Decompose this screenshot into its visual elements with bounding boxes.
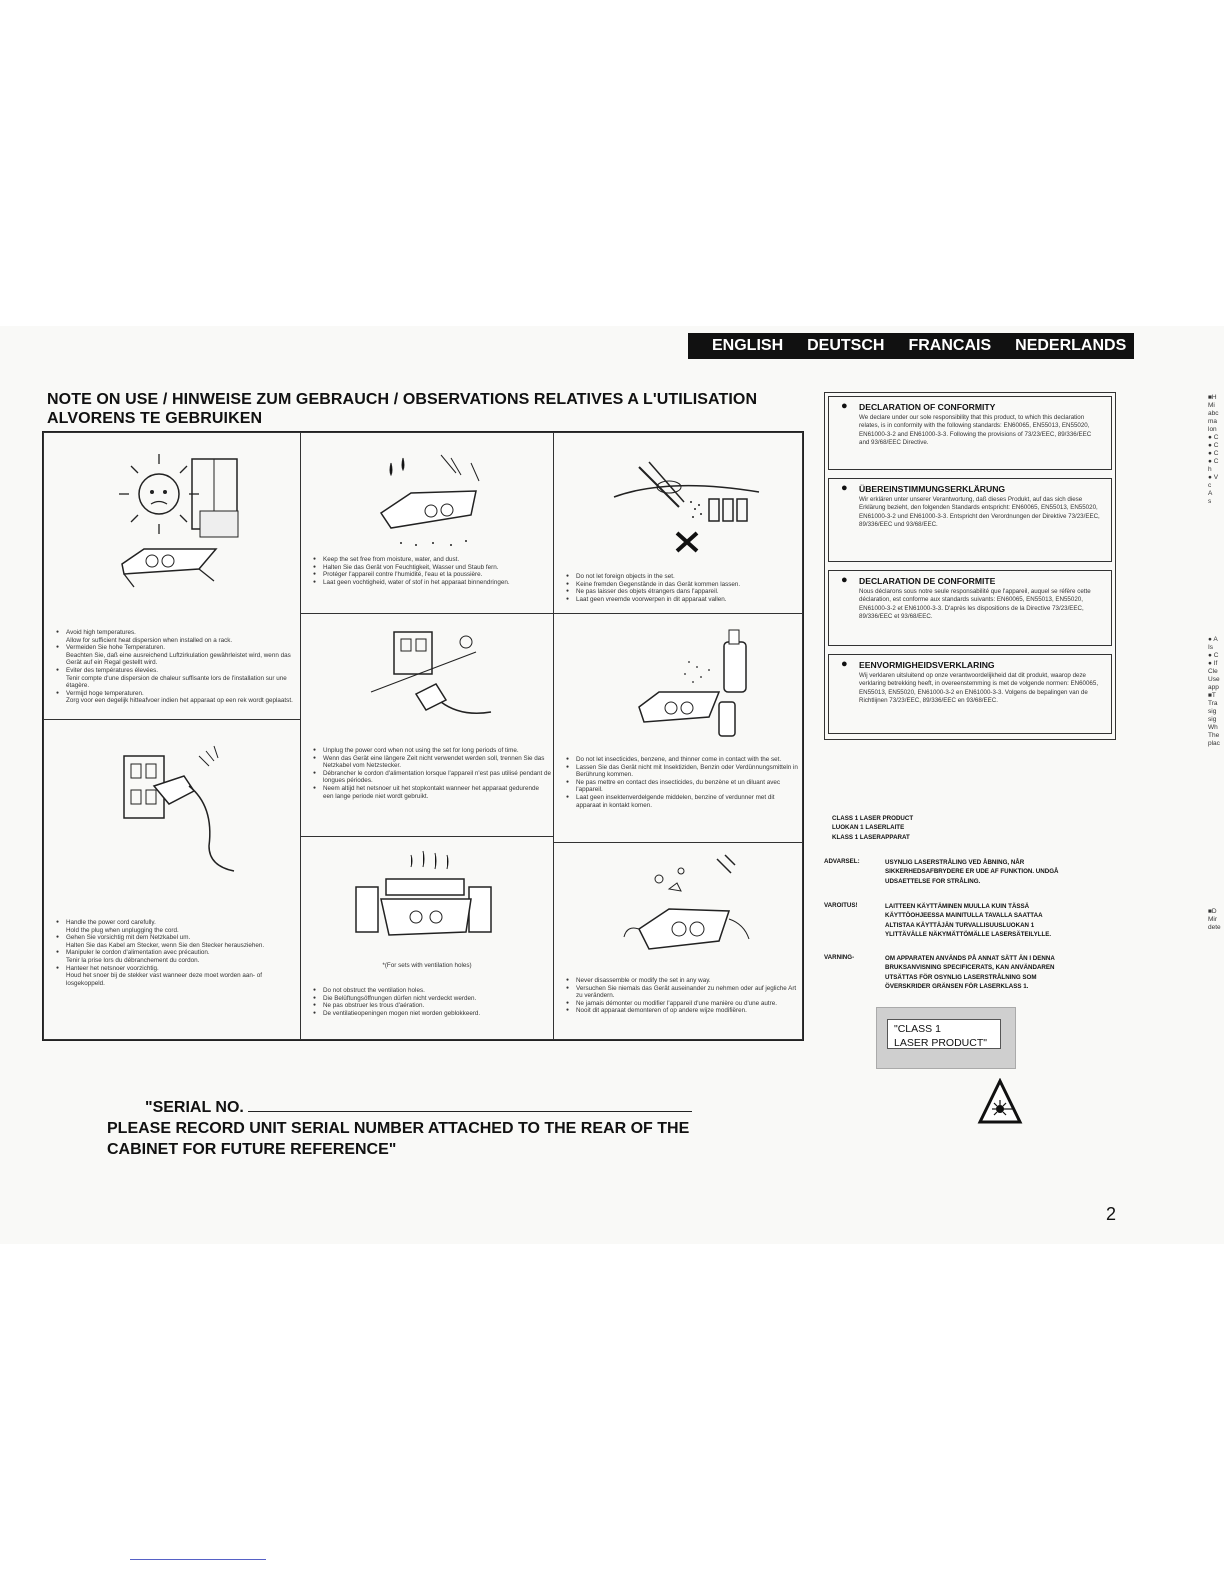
right-margin-fragment: Cle: [1208, 668, 1218, 675]
page-title: [47, 390, 787, 428]
laser-class-sv: KLASS 1 LASERAPPARAT: [832, 833, 910, 841]
cell-disassemble: [553, 842, 803, 1040]
right-margin-fragment: Mi: [1208, 402, 1215, 409]
cell-6-nl: ● Laat geen insektenverdelgende middelen, benzine of verdunner met dit apparaat in kontakt komen.: [566, 794, 798, 809]
declaration-de: [828, 478, 1112, 562]
spray-illustration: [619, 622, 759, 742]
declaration-fr-text: Nous déclarons sous notre seule responsabilité que l'appareil, auquel se réfère cette déclaration, est conforme aux standards suivants: EN60065, EN55013, EN55020, EN61000-3-2 et EN61000-3-3. D'après les dispositions de la Directive 73/23/EEC, 89/336/EEC et 93/68/EEC.: [859, 588, 1091, 620]
cell-2-de: ● Halten Sie das Gerät von Feuchtigkeit, Wasser und Staub fern.: [313, 564, 551, 572]
right-margin-fragment: Is: [1208, 644, 1214, 651]
cell-4-de: ● Gehen Sie vorsichtig mit dem Netzkabel um. Halten Sie das Kabel am Stecker, wenn Sie den Stecker herausziehen.: [56, 934, 296, 949]
cell-1-de: ● Vermeiden Sie hohe Temperaturen. Beachten Sie, daß eine ausreichend Luftzirkulation gewährleistet wird, wenn das Gerät auf ein Regal gestellt wird.: [56, 644, 296, 667]
declarations-panel: [824, 392, 1116, 740]
warning-label: VARNING-: [824, 954, 855, 961]
cell-7-text: [313, 987, 551, 1017]
declaration-fr-title: DECLARATION DE CONFORMITE: [859, 576, 996, 586]
wall-outlet-illustration: [366, 622, 496, 722]
cell-5-nl: ● Neem altijd het netsnoer uit het stopkontakt wanneer het apparaat gedurende een lange periode niet wordt gebruikt.: [313, 785, 551, 800]
cell-3-de: ● Keine fremden Gegenstände in das Gerät kommen lassen.: [566, 581, 798, 589]
declaration-en-text: We declare under our sole responsibility that this product, to which this declaration relates, is in conformity with the following standards: EN60065, EN55013, EN55020, EN61000-3-2 and EN61000-3-3. Following the provisions of 73/23/EEC, 89/336/EEC and 93/68/EEC Directive.: [859, 414, 1092, 446]
cell-8-nl: ● Nooit dit apparaat demonteren of op andere wijze modifiëren.: [566, 1007, 798, 1015]
cell-4-en: ● Handle the power cord carefully. Hold the plug when unplugging the cord.: [56, 919, 296, 934]
precautions-grid: [42, 431, 804, 1041]
language-bar: [688, 333, 1134, 359]
cell-1-text: [56, 629, 296, 705]
warning-text: LAITTEEN KÄYTTÄMINEN MUULLA KUIN TÄSSÄ KÄYTTÖOHJEESSA MAINITULLA TAVALLA SAATTAA ALTISTAA KÄYTTÄJÄN TURVALLISUUSLUOKAN 1 YLITTÄVÄLLE NÄKYMÄTTÖMÄLLE LASERSÄTEILYLLE.: [885, 903, 1052, 938]
bullet-icon: ●: [841, 574, 848, 586]
cell-5-text: [313, 747, 551, 800]
cell-4-fr: ● Manipuler le cordon d'alimentation avec précaution. Tenir la prise lors du débranchement du cordon.: [56, 949, 296, 964]
serial-label: "SERIAL NO.: [145, 1099, 244, 1116]
right-margin-fragment: c: [1208, 482, 1212, 489]
cell-6-text: [566, 756, 798, 809]
class-1-label: [876, 1007, 1016, 1069]
cell-moisture: [300, 432, 554, 614]
cell-7-de: ● Die Belüftungsöffnungen dürfen nicht verdeckt werden.: [313, 995, 551, 1003]
declaration-en: [828, 396, 1112, 470]
right-margin-fragment: ■D: [1208, 908, 1217, 915]
cell-7-nl: ● De ventilatieopeningen mogen niet worden geblokkeerd.: [313, 1010, 551, 1018]
class-1-label-line-2: LASER PRODUCT": [894, 1037, 987, 1049]
cell-4-nl: ● Hanteer het netsnoer voorzichtig. Houd het snoer bij de stekker vast wanneer deze moet worden aan- of losgekoppeld.: [56, 965, 296, 988]
declaration-en-title: DECLARATION OF CONFORMITY: [859, 402, 996, 412]
warning-text: OM APPARATEN ANVÄNDS PÅ ANNAT SÄTT ÄN I DENNA BRUKSANVISNING SPECIFICERATS, KAN ANVÄNDAREN UTSÄTTAS FÖR OSYNLIG LASERSTRÅLNING SOM ÖVERSKRIDER GRÄNSEN FÖR LASERKLASS 1.: [885, 955, 1055, 990]
title-line-2: ALVORENS TE GEBRUIKEN: [47, 410, 263, 427]
cell-1-en: ● Avoid high temperatures. Allow for sufficient heat dispersion when installed on a rack.: [56, 629, 296, 644]
serial-blank-line: [248, 1099, 692, 1112]
right-margin-fragment: Mir: [1208, 916, 1218, 923]
cell-high-temperatures: [43, 432, 301, 720]
cell-7-en: ● Do not obstruct the ventilation holes.: [313, 987, 551, 995]
right-margin-fragment: ma: [1208, 418, 1218, 425]
cell-3-en: ● Do not let foreign objects in the set.: [566, 573, 798, 581]
cell-7-fr: ● Ne pas obstruer les trous d'aération.: [313, 1002, 551, 1010]
right-margin-fragment: Tra: [1208, 700, 1218, 707]
lang-francais: FRANCAIS: [908, 337, 992, 354]
right-margin-fragment: ● C: [1208, 458, 1219, 465]
lang-deutsch: DEUTSCH: [807, 337, 885, 354]
right-margin-fragment: sig: [1208, 708, 1217, 715]
right-margin-fragment: Wh: [1208, 724, 1218, 731]
cell-power-cord: [43, 719, 301, 1040]
right-margin-fragment: ● A: [1208, 636, 1218, 643]
cell-2-fr: ● Protéger l'appareil contre l'humidité, l'eau et la poussière.: [313, 571, 551, 579]
right-margin-fragment: lon: [1208, 426, 1217, 433]
cell-8-text: [566, 977, 798, 1015]
serial-line-2: PLEASE RECORD UNIT SERIAL NUMBER ATTACHED TO THE REAR OF THE: [107, 1120, 690, 1137]
cell-6-fr: ● Ne pas mettre en contact des insecticides, du benzène et un diluant avec l'appareil.: [566, 779, 798, 794]
lang-nederlands: NEDERLANDS: [1015, 337, 1127, 354]
cell-8-de: ● Versuchen Sie niemals das Gerät auseinander zu nehmen oder auf jegliche Art zu verändern.: [566, 985, 798, 1000]
warning-text: USYNLIG LASERSTRÅLING VED ÅBNING, NÅR SIKKERHEDSAFBRYDERE ER UDE AF FUNKTION. UNDGÅ UDSAETTELSE FOR STRÅLING.: [885, 859, 1059, 885]
moisture-illustration: [361, 453, 501, 553]
right-margin-fragment: ■T: [1208, 692, 1216, 699]
warning-label: VAROITUS!: [824, 902, 858, 909]
declaration-de-title: ÜBEREINSTIMMUNGSERKLÄRUNG: [859, 484, 1006, 494]
serial-number-notice: [107, 1097, 692, 1160]
declaration-nl: [828, 654, 1112, 734]
cell-8-en: ● Never disassemble or modify the set in any way.: [566, 977, 798, 985]
cell-3-fr: ● Ne pas laisser des objets étrangers dans l'appareil.: [566, 588, 798, 596]
right-margin-fragment: Use: [1208, 676, 1220, 683]
power-cord-illustration: [114, 736, 244, 876]
footer-link-line: [130, 1559, 266, 1560]
cell-6-en: ● Do not let insecticides, benzene, and thinner come in contact with the set.: [566, 756, 798, 764]
serial-line-1: [145, 1097, 692, 1118]
class-1-label-line-1: "CLASS 1: [894, 1023, 941, 1035]
cell-6-de: ● Lassen Sie das Gerät nicht mit Insektiziden, Benzin oder Verdünnungsmitteln in Berührung kommen.: [566, 764, 798, 779]
warning-label: ADVARSEL:: [824, 858, 860, 865]
right-margin-fragment: ■H: [1208, 394, 1217, 401]
right-margin-fragment: plac: [1208, 740, 1220, 747]
right-margin-fragment: ● V: [1208, 474, 1219, 481]
declaration-nl-title: EENVORMIGHEIDSVERKLARING: [859, 660, 995, 670]
right-margin-fragment: ● If: [1208, 660, 1218, 667]
sun-heat-illustration: [104, 449, 254, 589]
laser-class-fi: LUOKAN 1 LASERLAITE: [832, 824, 905, 832]
right-margin-fragment: sig: [1208, 716, 1217, 723]
right-margin-fragment: h: [1208, 466, 1212, 473]
right-margin-fragment: dete: [1208, 924, 1221, 931]
cell-1-fr: ● Eviter des températures élevées. Tenir compte d'une dispersion de chaleur suffisante lors de l'installation sur une étagère.: [56, 667, 296, 690]
right-margin-fragment: ● C: [1208, 442, 1219, 449]
cell-2-text: [313, 556, 551, 586]
right-margin-fragment: app: [1208, 684, 1219, 691]
bullet-icon: ●: [841, 658, 848, 670]
right-margin-fragment: ● C: [1208, 434, 1219, 441]
lang-english: ENGLISH: [712, 337, 784, 354]
right-margin-fragment: abc: [1208, 410, 1219, 417]
cell-8-fr: ● Ne jamais démonter ou modifier l'appareil d'une manière ou d'une autre.: [566, 1000, 798, 1008]
declaration-de-text: Wir erklären unter unserer Verantwortung, daß dieses Produkt, auf das sich diese Erklärung bezieht, den folgenden Standards entspricht: EN60065, EN55013, EN55020, EN61000-3-2 und EN61000-3-3. Entspricht den Verordnungen der Direktive 73/23/EEC, 89/336/EEC und 93/68/EEC.: [859, 496, 1100, 528]
declaration-fr: [828, 570, 1112, 646]
laser-class-en: CLASS 1 LASER PRODUCT: [832, 815, 914, 822]
laser-warning-icon: [977, 1078, 1023, 1126]
class-1-label-inner: [887, 1019, 1001, 1049]
right-margin-clipped-text-1: [1208, 394, 1224, 506]
serial-line-3: CABINET FOR FUTURE REFERENCE": [107, 1141, 397, 1158]
bullet-icon: ●: [841, 400, 848, 412]
right-margin-fragment: The: [1208, 732, 1220, 739]
ventilation-note: *(For sets with ventilation holes): [382, 962, 472, 969]
right-margin-clipped-text-2: [1208, 636, 1224, 748]
ventilation-illustration: [351, 847, 501, 957]
foreign-objects-illustration: [609, 447, 769, 559]
title-line-1: NOTE ON USE / HINWEISE ZUM GEBRAUCH / OBSERVATIONS RELATIVES A L'UTILISATION: [47, 391, 758, 408]
right-margin-fragment: A: [1208, 490, 1213, 497]
right-margin-clipped-text-3: [1208, 908, 1224, 932]
cell-foreign-objects: [553, 432, 803, 614]
cell-2-en: ● Keep the set free from moisture, water, and dust.: [313, 556, 551, 564]
right-margin-fragment: ● C: [1208, 652, 1219, 659]
cell-5-en: ● Unplug the power cord when not using the set for long periods of time.: [313, 747, 551, 755]
cell-3-nl: ● Laat geen vreemde voorwerpen in dit apparaat vallen.: [566, 596, 798, 604]
disassemble-illustration: [619, 849, 759, 969]
laser-class-block: [832, 814, 1082, 842]
cell-5-fr: ● Débrancher le cordon d'alimentation lorsque l'appareil n'est pas utilisé pendant de longues périodes.: [313, 770, 551, 785]
bullet-icon: ●: [841, 482, 848, 494]
declaration-nl-text: Wij verklaren uitsluitend op onze verantwoordelijkheid dat dit produkt, waarop deze verklaring betrekking heeft, in overeenstemming is met de volgende normen: EN60065, EN55013, EN55020, EN61000-3-2 en EN61000-3-3. Volgens de bepalingen van de Richtlijnen 73/23/EEC, 89/336/EEC en 93/68/EEC.: [859, 672, 1099, 704]
cell-3-text: [566, 573, 798, 603]
cell-2-nl: ● Laat geen vochtigheid, water of stof in het apparaat binnendringen.: [313, 579, 551, 587]
cell-1-nl: ● Vermijd hoge temperaturen. Zorg voor een degelijk hitteafvoer indien het apparaat op een rek wordt geplaatst.: [56, 690, 296, 705]
right-margin-fragment: s: [1208, 498, 1212, 505]
page-number: 2: [1106, 1204, 1117, 1224]
cell-unplug: [300, 613, 554, 837]
cell-4-text: [56, 919, 296, 987]
right-margin-fragment: ● C: [1208, 450, 1219, 457]
cell-ventilation: [300, 836, 554, 1040]
cell-insecticides: [553, 613, 803, 843]
cell-5-de: ● Wenn das Gerät eine längere Zeit nicht verwendet werden soll, trennen Sie das Netzkabel vom Netzstecker.: [313, 755, 551, 770]
